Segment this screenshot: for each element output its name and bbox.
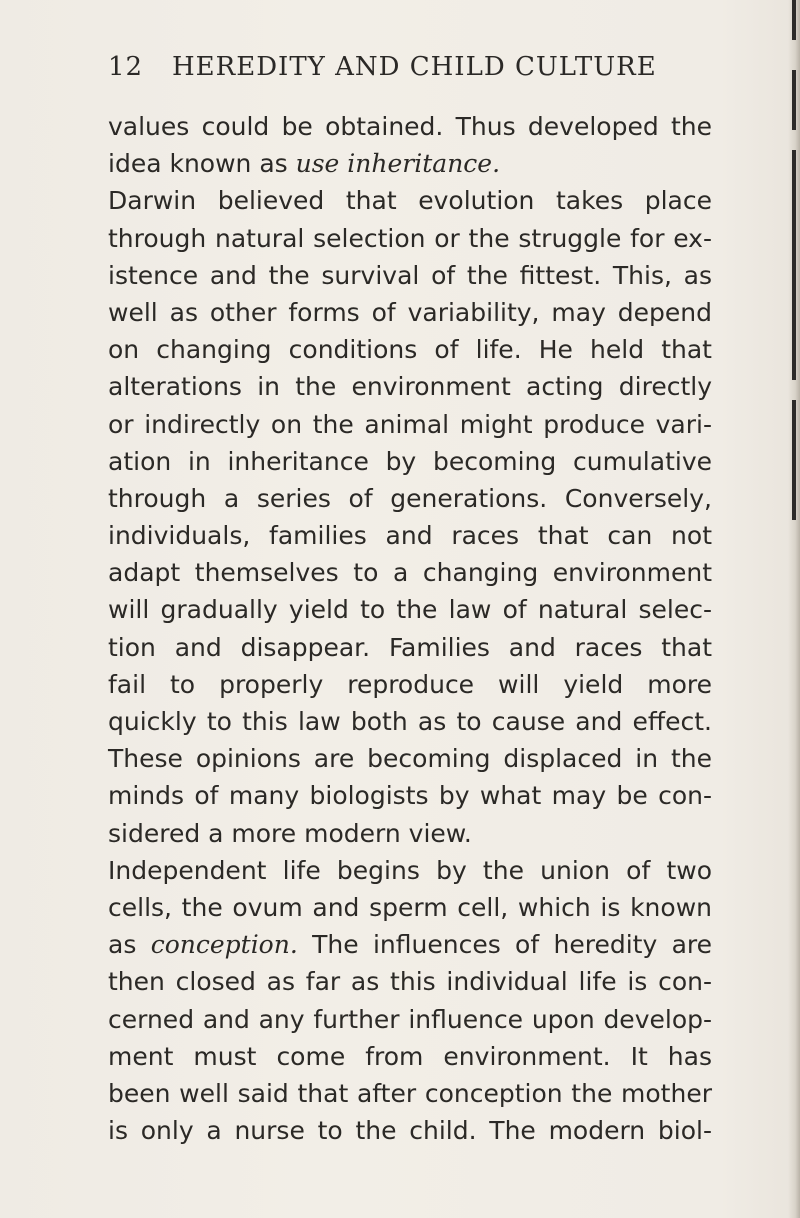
text-line: through a series of generations. Conversely, — [108, 483, 712, 513]
text-line: or indirectly on the animal might produce vari- — [108, 409, 712, 439]
page-edge-shadow — [788, 0, 800, 1218]
text-line: is only a nurse to the child. The modern biol- — [108, 1116, 712, 1146]
text-line: well as other forms of variability, may depend — [108, 297, 712, 327]
text-line: will gradually yield to the law of natural selec- — [108, 595, 712, 625]
edge-mark — [792, 400, 796, 520]
text-line: alterations in the environment acting directly — [108, 372, 712, 402]
text-line: ation in inheritance by becoming cumulative — [108, 446, 712, 476]
text-line: individuals, families and races that can not — [108, 521, 712, 551]
running-title: HEREDITY AND CHILD CULTURE — [172, 52, 657, 82]
text-span: The influences of heredity are — [297, 930, 713, 960]
text-line: sidered a more modern view. — [108, 818, 472, 848]
italic-term: conception. — [150, 930, 298, 960]
text-line: then closed as far as this individual life is con- — [108, 967, 712, 997]
text-line: adapt themselves to a changing environment — [108, 558, 712, 588]
running-head — [108, 52, 708, 92]
text-line: ment must come from environment. It has — [108, 1041, 712, 1071]
text-line: values could be obtained. Thus developed the — [108, 112, 712, 141]
text-line: quickly to this law both as to cause and effect. — [108, 707, 712, 736]
text-line: These opinions are becoming displaced in the — [108, 744, 712, 774]
italic-term: use inheritance. — [295, 149, 501, 179]
text-line: fail to properly reproduce will yield more — [108, 669, 712, 699]
text-span: as — [108, 930, 151, 960]
text-line: istence and the survival of the fittest. This, as — [108, 260, 712, 290]
edge-mark — [792, 150, 796, 380]
text-line: tion and disappear. Families and races that — [108, 632, 712, 662]
text-line: cells, the ovum and sperm cell, which is known — [108, 892, 712, 922]
body-text — [108, 108, 712, 1149]
text-line: Darwin believed that evolution takes place — [108, 186, 712, 216]
edge-mark — [792, 0, 796, 40]
edge-mark — [792, 70, 796, 130]
text-line: through natural selection or the struggle for ex- — [108, 223, 712, 253]
text-line: minds of many biologists by what may be con- — [108, 781, 712, 811]
text-line: Independent life begins by the union of two — [108, 855, 712, 885]
text-span: idea known as — [108, 149, 296, 179]
text-line — [108, 145, 712, 182]
text-line — [108, 926, 712, 963]
page-number: 12 — [108, 52, 144, 82]
text-line: on changing conditions of life. He held that — [108, 335, 712, 365]
text-line: cerned and any further influence upon develop- — [108, 1004, 712, 1034]
text-line: been well said that after conception the mother — [108, 1078, 712, 1108]
